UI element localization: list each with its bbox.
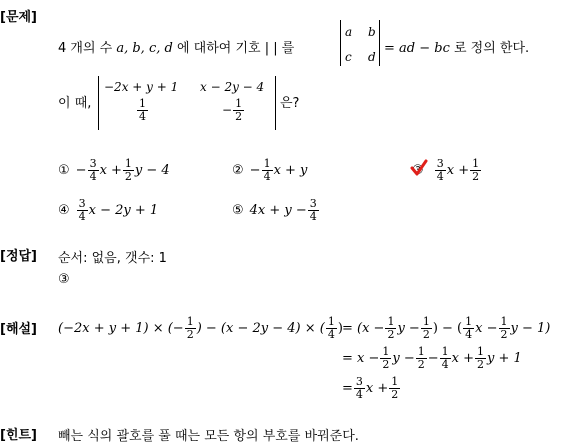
section-solution-label: [해설] [0, 322, 37, 337]
check-mark-icon [410, 159, 428, 177]
matrix-entry-22: − $\frac{1}{2}$ [222, 97, 243, 123]
section-problem-label: [문제] [0, 10, 37, 25]
section-answer-label: [정답] [0, 249, 37, 264]
matrix-entry-21: $\frac{1}{4}$ [139, 97, 146, 123]
solution-step-2: = x − $\frac{1}{2}$ y − $\frac{1}{2}$ − $\frac{1}{4}$ x + $\frac{1}{2}$ y + 1 [342, 345, 522, 371]
problem-line1 [58, 37, 294, 56]
choice-1[interactable]: ① − $\frac{3}{4}$ x + $\frac{1}{2}$ y − 4 [58, 157, 170, 183]
answer-value: ③ [58, 272, 70, 287]
det-entry-b: b [368, 25, 376, 39]
choice-2[interactable]: ② − $\frac{1}{4}$ x + y [232, 157, 308, 183]
problem-line1-prefix: 4 개의 수 [58, 41, 117, 56]
definition-formula: = ad − bc [384, 41, 450, 56]
matrix-entry-12: x − 2y − 4 [200, 80, 265, 94]
section-hint-label: [힌트] [0, 428, 37, 443]
hint-text: 빼는 식의 괄호를 풀 때는 모든 항의 부호를 바꿔준다. [58, 429, 359, 444]
problem-line1-end [384, 37, 529, 56]
det-entry-c: c [345, 50, 352, 64]
choice-4[interactable]: ④ $\frac{3}{4}$ x − 2y + 1 [58, 197, 159, 223]
solution-step-1: = (x − $\frac{1}{2}$ y − $\frac{1}{2}$ ) − ( $\frac{1}{4}$ x − $\frac{1}{2}$ y − 1) [342, 315, 551, 341]
det-entry-d: d [368, 50, 376, 64]
problem-line1-mid: 에 대하여 기호 | | 를 [172, 41, 295, 56]
problem-vars: a, b, c, d [116, 41, 173, 56]
problem-line2-suffix: 은? [280, 96, 300, 111]
choice-3[interactable]: ③ $\frac{3}{4}$ x + $\frac{1}{2}$ [412, 157, 480, 183]
problem-line2-prefix: 이 때, [58, 96, 92, 111]
choice-5[interactable]: ⑤ 4x + y − $\frac{3}{4}$ [232, 197, 317, 223]
solution-lhs: (−2x + y + 1) × (− $\frac{1}{2}$ ) − (x − 2y − 4) × ( $\frac{1}{4}$ ) [58, 315, 343, 341]
det-entry-a: a [345, 25, 353, 39]
solution-step-3: = $\frac{3}{4}$ x + $\frac{1}{2}$ [342, 375, 399, 401]
matrix-entry-11: −2x + y + 1 [104, 80, 179, 94]
choice-3-number: ③ [412, 163, 428, 178]
answer-info: 순서: 없음, 갯수: 1 [58, 251, 167, 266]
problem-line1-suffix: 로 정의 한다. [449, 41, 530, 56]
